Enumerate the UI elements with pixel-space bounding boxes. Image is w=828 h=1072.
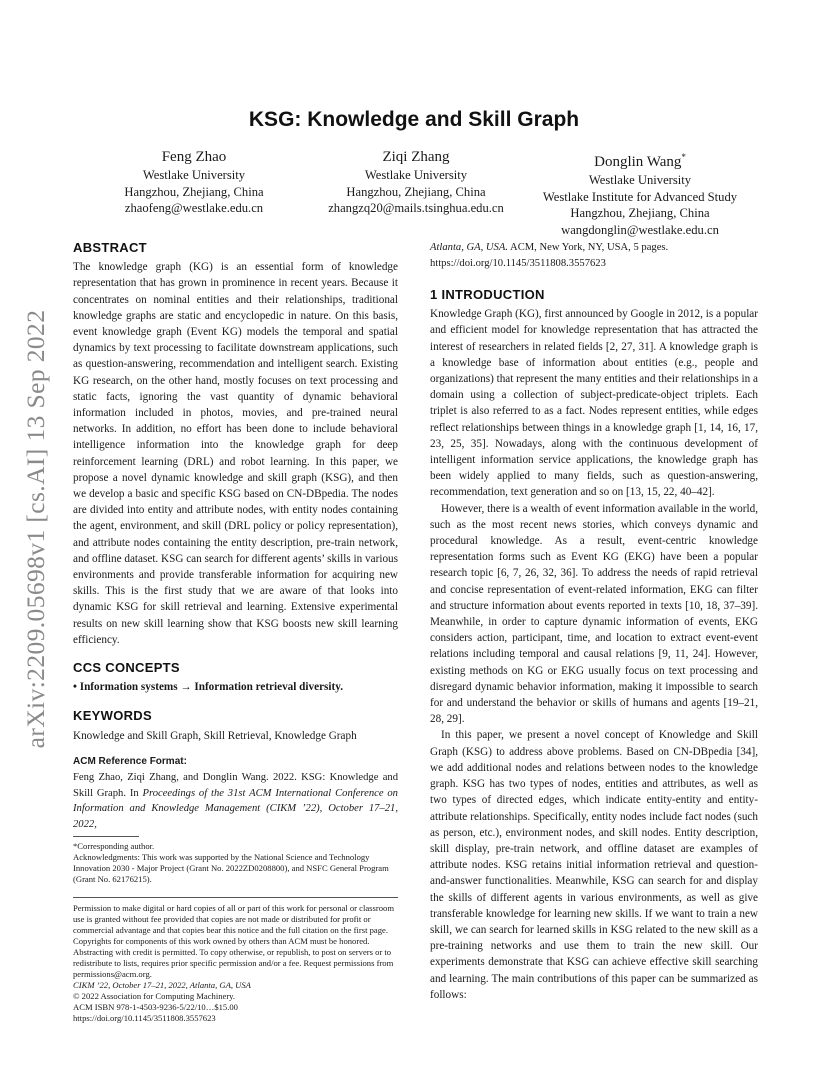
author-name: Ziqi Zhang [382,149,450,165]
author-location: Hangzhou, Zhejiang, China [124,184,264,199]
venue-line [73,980,398,991]
paper-title: KSG: Knowledge and Skill Graph [248,108,580,131]
abstract-heading: ABSTRACT [73,240,147,255]
permission-rule [73,897,398,898]
acm-reference-text [73,770,398,832]
footnote-rule [73,836,139,837]
isbn-line: ACM ISBN 978-1-4503-9236-5/22/10…$15.00 [73,1002,238,1013]
permission-text: Permission to make digital or hard copies of all or part of this work for personal or classroom use is granted without fee provided that copies are not made or distributed for profit or commercial advantage and that copies bear this notice and the full citation on the first page. Copyrights for components of this work owned by others than ACM must be honored. Abstracting with credit is permitted. To copy otherwise, or republish, to post on servers or to redistribute to lists, requires prior specific permission and/or a fee. Request permissions from permissions@acm.org. [73,903,394,980]
author-name: Donglin Wang [594,154,682,170]
author-block [104,148,284,217]
acm-reference-continuation [430,240,758,271]
introduction-heading: 1 INTRODUCTION [430,287,545,302]
acm-reference-plain: Feng Zhao, Ziqi Zhang, and Donglin Wang. 2022. KSG: Knowledge and Skill Graph. In [73,772,398,799]
author-location: Hangzhou, Zhejiang, China [570,206,710,220]
keywords-text: Knowledge and Skill Graph, Skill Retrieval, Knowledge Graph [73,729,357,742]
author-affiliation-secondary: Westlake Institute for Advanced Study [542,189,738,204]
keywords-heading: KEYWORDS [73,708,152,724]
intro-paragraph: In this paper, we present a novel concept of Knowledge and Skill Graph (KSG) to address above problems. Based on CN-DBpedia [34], we add additional nodes and relations between nodes to the knowledge graph. KSG has two types of nodes, entities and attributes, as well as two types of directed edges, which indicate entity-entity and entity-attribute relationships. Specifically, entity nodes include fact nodes (such as person, etc.), environment nodes, and skill nodes. Entity description, skill display, pre-train network, and offline dataset are examples of attribute nodes. KSG retains initial information retrieval and question-and-answer functionalities. Meanwhile, KSG can search for and display the skills of different agents in various environments, as well as give transferable knowledge for learning new skills. If we want to train a new skill, we can search for learned skills in KSG related to the new skill as a pre-training networks and use them to train the new skill. Our experiments demonstrate that KSG can achieve effective skill searching and learning. The main contributions of this paper can be summarized as follows: [430,729,758,1001]
author-email: wangdonglin@westlake.edu.cn [561,222,719,237]
copyright-line: © 2022 Association for Computing Machinery. [73,991,236,1002]
abstract-text: The knowledge graph (KG) is an essential form of knowledge representation that has grown in prominence in recent years. Because it concentrates on nominal entities and their relationships, traditional knowledge graphs are static and encyclopedic in nature. On this basis, event knowledge graph (Event KG) models the temporal and spatial dynamics by text processing to facilitate downstream applications, such as question-answering, recommendation and intelligent search. Existing KG research, on the other hand, mostly focuses on text processing and static facts, ignoring the vast quantity of dynamic behavioral information included in photos, movies, and pre-trained neural networks. In addition, no effort has been done to include behavioral intelligence information into the knowledge graph for deep reinforcement learning (DRL) and robot learning. In this paper, we propose a novel dynamic knowledge and skill graph (KSG), and then we develop a basic and specific KSG based on CN-DBpedia. The nodes are divided into entity and attribute nodes, with entity nodes containing the agent, environment, and skill (DRL policy or policy representation), and attribute nodes containing the entity description, pre-train network, and offline dataset. KSG can search for different agents’ skills in various environments and provide transferable information for acquiring new skills. This is the first study that we are aware of that looks into dynamic KSG for skill retrieval and learning. Extensive experimental results on new skill learning show that KSG boosts new skill learning efficiency. [73,261,398,646]
venue-text: CIKM ’22, October 17–21, 2022, Atlanta, GA, USA [73,980,251,991]
doi-link[interactable]: https://doi.org/10.1145/3511808.3557623 [73,1013,216,1024]
author-affiliation: Westlake University [364,168,468,182]
corresponding-mark: * [681,152,686,162]
intro-paragraph: Knowledge Graph (KG), first announced by Google in 2012, is a popular and efficient model for knowledge representation that has attracted the interest of researchers in related fields [2, 27, 31]. A knowledge graph is a knowledge base of information about entities (e.g., people and organizations) that represent the many entities and their relationships in a domain using a collection of subject-predicate-object triplets. Each triplet is also referred to as a fact. Nodes represent entities, while edges reflect relationships between things in a knowledge graph [1, 14, 16, 17, 23, 25, 35]. Nowadays, along with the continuous development of intelligent information service applications, the knowledge graph has been widely applied to many fields, such as question-answering, recommendation, text generation and so on [13, 15, 22, 40–42]. [430,308,758,499]
intro-paragraph: However, there is a wealth of event information available in the world, such as the most recent news stories, which conveys dynamic and procedural knowledge. As a result, event-centric knowledge representation forms such as Event KG (EKG) have been a popular research topic [6, 7, 26, 32, 36]. To address the needs of rapid retrieval and concise representation of event-related information, EKG can filter and structure information about events reported in texts [10, 18, 37–39]. Meanwhile, in order to capture dynamic information of events, EKG considers action, participant, time, and location to extract event-event relations including temporal and causal relations [9, 11, 24]. However, existing methods on KG or EKG usually focus on text processing and disregard dynamic behavior information, making it impossible to search for and understand the behavior or skills of humans and agents [19–21, 28, 29]. [430,502,758,726]
footnote-acknowledgments: Acknowledgments: This work was supported by the National Science and Technology Innovation 2030 - Major Project (Grant No. 2022ZD0208800), and NSFC General Program (Grant No. 62176215). [73,852,389,885]
author-name-line [524,148,756,172]
author-location: Hangzhou, Zhejiang, China [346,184,486,199]
acm-reference-italic: Proceedings of the 31st ACM International Conference on Information and Knowledge Management (CIKM ’22), October 17–21, 2022, [73,787,398,830]
author-email: zhangzq20@mails.tsinghua.edu.cn [328,201,504,215]
author-email: zhaofeng@westlake.edu.cn [124,201,264,215]
right-column [430,240,758,1003]
acm-reference-tail: ACM, New York, NY, USA, 5 pages. https://doi.org/10.1145/3511808.3557623 [430,242,669,269]
acm-reference-heading: ACM Reference Format: [73,755,187,767]
author-block [524,148,756,238]
author-affiliation: Westlake University [588,173,692,187]
author-name: Feng Zhao [161,149,227,165]
author-affiliation: Westlake University [142,168,246,182]
arxiv-identifier: arXiv:2209.05698v1 [cs.AI] 13 Sep 2022 [21,309,50,749]
ccs-text: • Information systems → Information retrieval diversity. [73,681,344,694]
left-column [73,240,398,1024]
author-block [308,148,524,217]
footnote-corresponding: *Corresponding author. [73,841,155,852]
acm-reference-italic-tail: Atlanta, GA, USA. [430,242,508,253]
arxiv-sidebar [14,292,58,766]
ccs-heading: CCS CONCEPTS [73,660,180,676]
